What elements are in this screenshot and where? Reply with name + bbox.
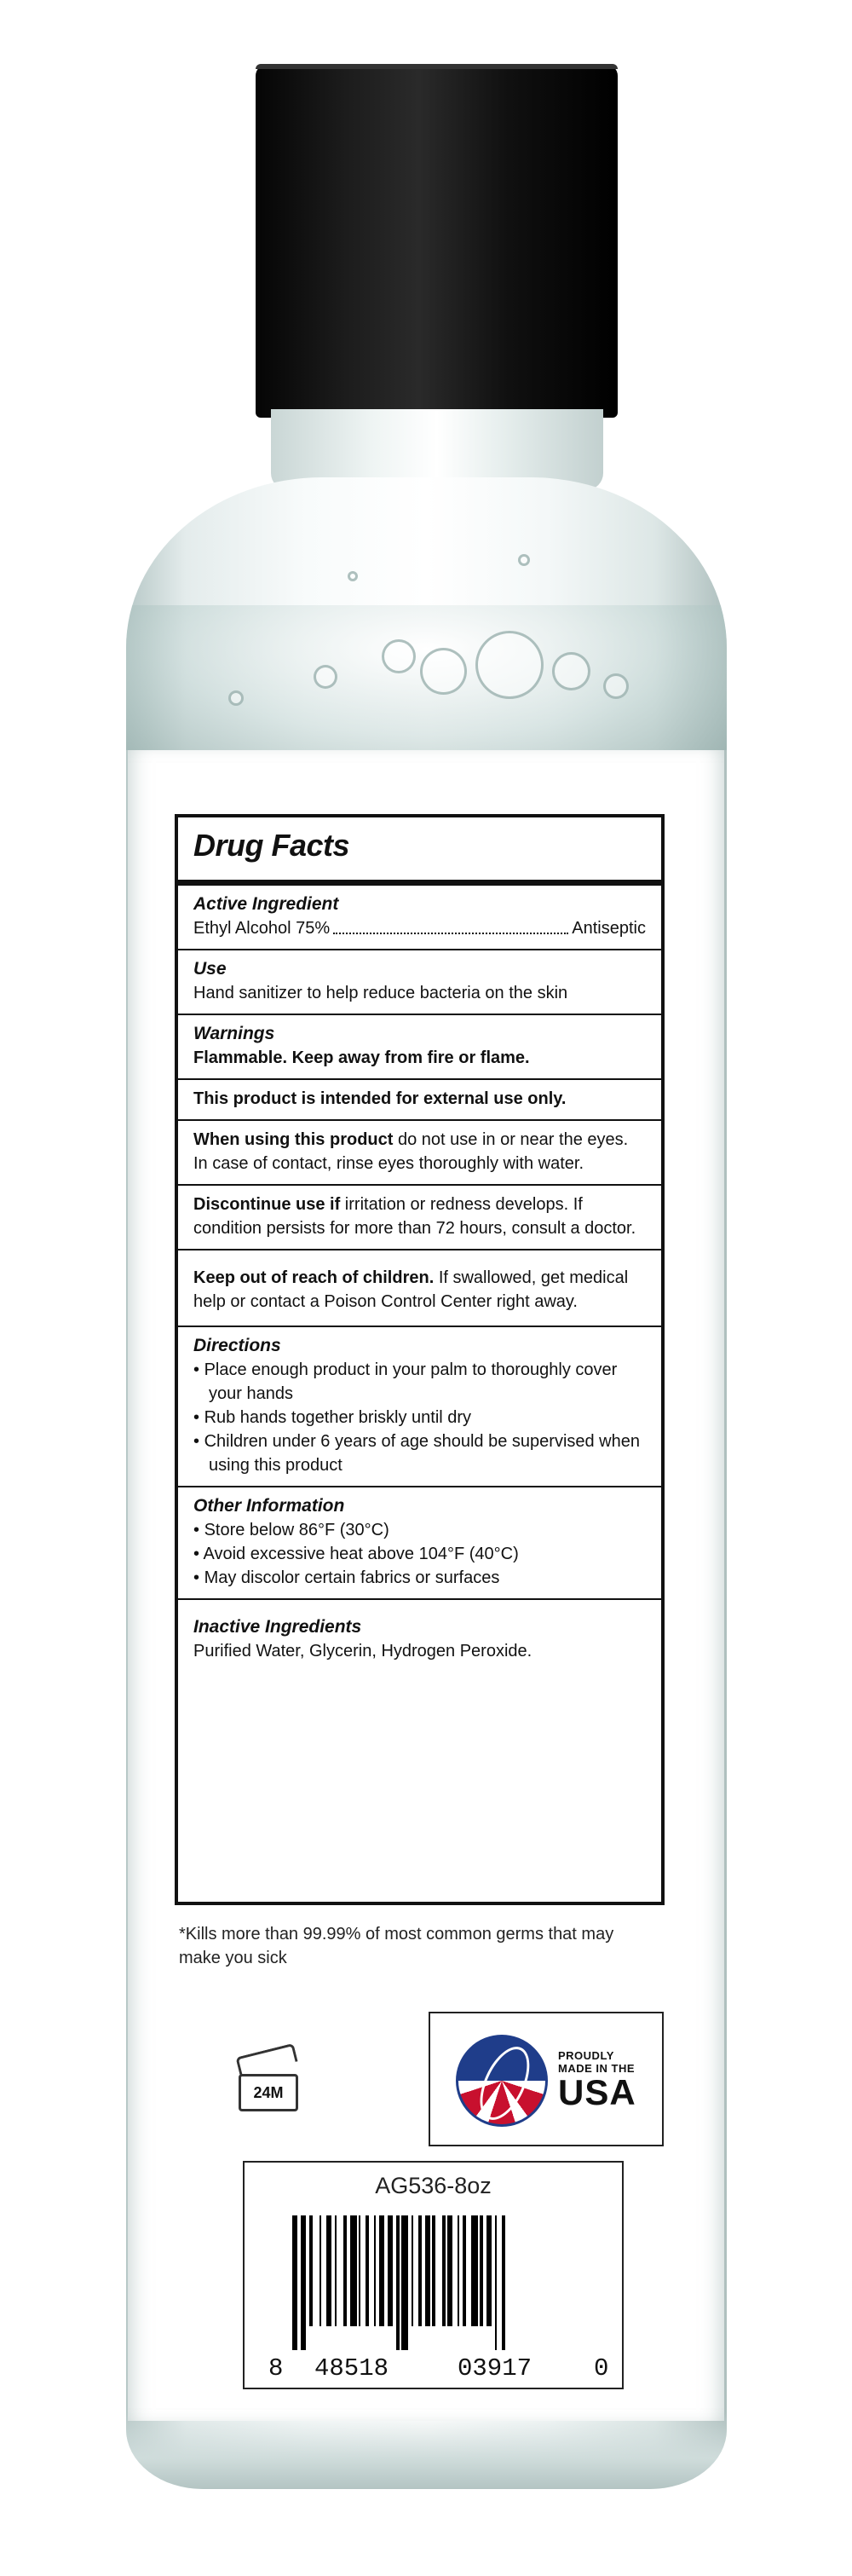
bubble (382, 639, 416, 673)
bubble (603, 673, 629, 699)
barcode-bar (471, 2215, 478, 2326)
barcode-digit-last: 0 (594, 2354, 609, 2383)
barcode-bar (401, 2215, 408, 2350)
discontinue-lead: Discontinue use if (193, 1195, 341, 1214)
directions-list (193, 1358, 646, 1477)
barcode-bar (350, 2215, 357, 2326)
when-using-lead: When using this product (193, 1130, 394, 1149)
other-information-section (178, 1487, 661, 1600)
barcode-bar (313, 2215, 320, 2326)
inactive-ingredients-text: Purified Water, Glycerin, Hydrogen Peroxide. (193, 1642, 532, 1661)
warnings-text: Flammable. Keep away from fire or flame. (193, 1048, 530, 1067)
barcode-bar (337, 2215, 343, 2326)
discontinue-text: irritation or redness develops. If condition persists for more than 72 hours, consult a doctor. (193, 1195, 636, 1238)
barcode-panel (243, 2161, 624, 2389)
leader-dots (333, 916, 568, 934)
barcode-bars (292, 2215, 582, 2343)
drug-facts-header (178, 817, 661, 886)
bubble (420, 648, 467, 695)
period-after-opening-icon (230, 2050, 307, 2118)
germs-footnote: *Kills more than 99.99% of most common germs that may make you sick (179, 1925, 614, 1967)
use-section (178, 950, 661, 1015)
usa-flag-globe-icon (456, 2035, 548, 2127)
children-text: If swallowed, get medical help or contact a Poison Control Center right away. (193, 1268, 629, 1311)
inactive-ingredients-section (178, 1600, 661, 1672)
bubble (314, 665, 337, 689)
usa-badge-line2: MADE IN THE (558, 2062, 635, 2075)
drug-facts-panel (175, 814, 665, 1905)
barcode-digit-first: 8 (268, 2354, 284, 2383)
made-in-usa-badge (429, 2012, 664, 2146)
use-text: Hand sanitizer to help reduce bacteria on the skin (193, 984, 568, 1002)
barcode-group-right: 03917 (458, 2354, 532, 2383)
drug-facts-title: Drug Facts (193, 828, 350, 863)
barcode-bar (505, 2215, 509, 2350)
usa-badge-text (558, 2049, 652, 2111)
active-ingredient-section (178, 886, 661, 950)
active-ingredient-purpose: Antiseptic (572, 919, 646, 938)
bubble (475, 631, 544, 699)
use-heading: Use (193, 959, 227, 979)
barcode-bar (435, 2215, 442, 2326)
usa-badge-big: USA (558, 2072, 636, 2112)
active-ingredient-name: Ethyl Alcohol 75% (193, 919, 331, 938)
list-item: • May discolor certain fabrics or surfaces (193, 1566, 646, 1590)
list-item: • Place enough product in your palm to thoroughly cover your hands (193, 1358, 646, 1406)
list-item: • Children under 6 years of age should be supervised when using this product (193, 1430, 646, 1477)
active-ingredient-heading: Active Ingredient (193, 894, 339, 914)
pao-label: 24M (239, 2074, 298, 2111)
inactive-ingredients-heading: Inactive Ingredients (193, 1617, 362, 1637)
external-use-text: This product is intended for external use only. (193, 1089, 567, 1108)
other-information-list (193, 1518, 646, 1590)
active-ingredient-row (193, 916, 646, 940)
bubble (552, 652, 590, 690)
list-item: • Avoid excessive heat above 104°F (40°C) (193, 1542, 646, 1566)
children-section (178, 1250, 661, 1327)
bubble (228, 690, 244, 706)
warnings-heading: Warnings (193, 1024, 275, 1043)
other-information-heading: Other Information (193, 1496, 345, 1516)
usa-badge-line1: PROUDLY (558, 2049, 614, 2062)
bubble (518, 554, 530, 566)
bottle-base (126, 2412, 727, 2489)
barcode-group-left: 48518 (314, 2354, 389, 2383)
list-item: • Store below 86°F (30°C) (193, 1518, 646, 1542)
when-using-text: do not use in or near the eyes. In case of contact, rinse eyes thoroughly with water. (193, 1130, 629, 1173)
warnings-section (178, 1015, 661, 1080)
discontinue-section (178, 1186, 661, 1250)
list-item: • Rub hands together briskly until dry (193, 1406, 646, 1430)
directions-heading: Directions (193, 1336, 281, 1355)
directions-section (178, 1327, 661, 1487)
children-lead: Keep out of reach of children. (193, 1268, 435, 1287)
bubble (348, 571, 358, 581)
bottle-cap (256, 64, 618, 418)
sku-code: AG536-8oz (375, 2173, 492, 2198)
when-using-section (178, 1121, 661, 1186)
external-use-section (178, 1080, 661, 1121)
